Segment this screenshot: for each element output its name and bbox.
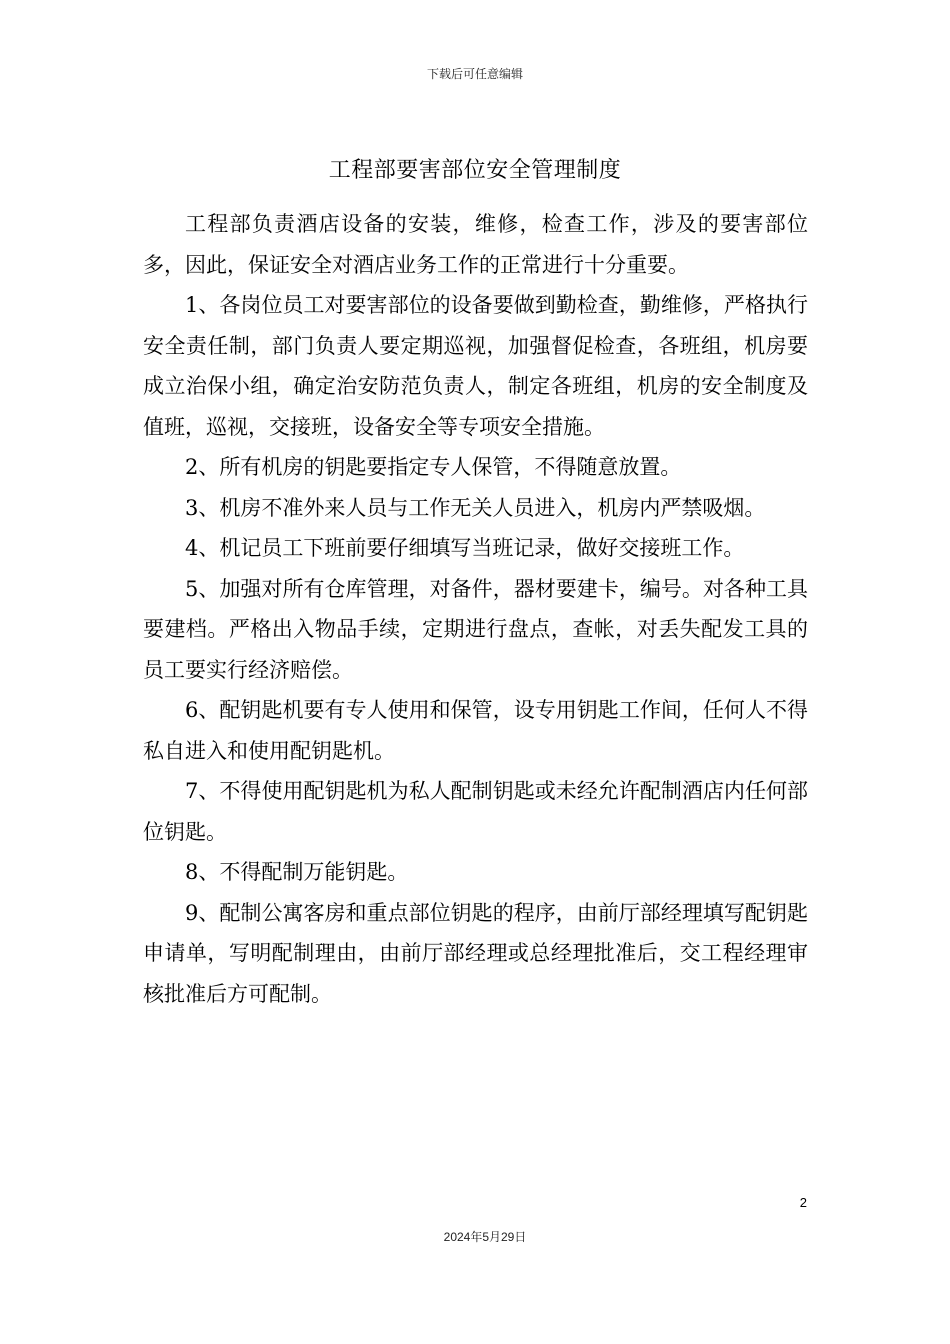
page-header: 下载后可任意编辑 [426, 67, 523, 81]
rule-5-paragraph: 5、加强对所有仓库管理，对备件，器材要建卡，编号。对各种工具要建档。严格出入物品手续，定期进行盘点，查帐，对丢失配发工具的员工要实行经济赔偿。 [143, 576, 808, 682]
rule-4-paragraph: 4、机记员工下班前要仔细填写当班记录，做好交接班工作。 [185, 536, 745, 560]
footer-date: 2024年5月29日 [443, 1230, 527, 1244]
rule-2-paragraph: 2、所有机房的钥匙要指定专人保管，不得随意放置。 [185, 455, 682, 479]
rule-3-paragraph: 3、机房不准外来人员与工作无关人员进入，机房内严禁吸烟。 [185, 495, 766, 520]
document-title: 工程部要害部位安全管理制度 [328, 158, 622, 183]
page-number: 2 [799, 1195, 807, 1210]
intro-paragraph: 工程部负责酒店设备的安装，维修，检查工作，涉及的要害部位多，因此，保证安全对酒店业务工作的正常进行十分重要。 [143, 212, 808, 277]
rule-8-paragraph: 8、不得配制万能钥匙。 [185, 860, 409, 884]
rule-7-paragraph: 7、不得使用配钥匙机为私人配制钥匙或未经允许配制酒店内任何部位钥匙。 [143, 779, 808, 844]
rule-9-paragraph: 9、配制公寓客房和重点部位钥匙的程序，由前厅部经理填写配钥匙申请单，写明配制理由，由前厅部经理或总经理批准后，交工程经理审核批准后方可配制。 [143, 900, 808, 1006]
rule-1-paragraph: 1、各岗位员工对要害部位的设备要做到勤检查，勤维修，严格执行安全责任制，部门负责人要定期巡视，加强督促检查，各班组，机房要成立治保小组，确定治安防范负责人，制定各班组，机房的安全制度及值班，巡视，交接班，设备安全等专项安全措施。 [143, 293, 808, 439]
document-body [143, 204, 808, 1014]
rule-6-paragraph: 6、配钥匙机要有专人使用和保管，设专用钥匙工作间，任何人不得私自进入和使用配钥匙机。 [143, 698, 808, 763]
